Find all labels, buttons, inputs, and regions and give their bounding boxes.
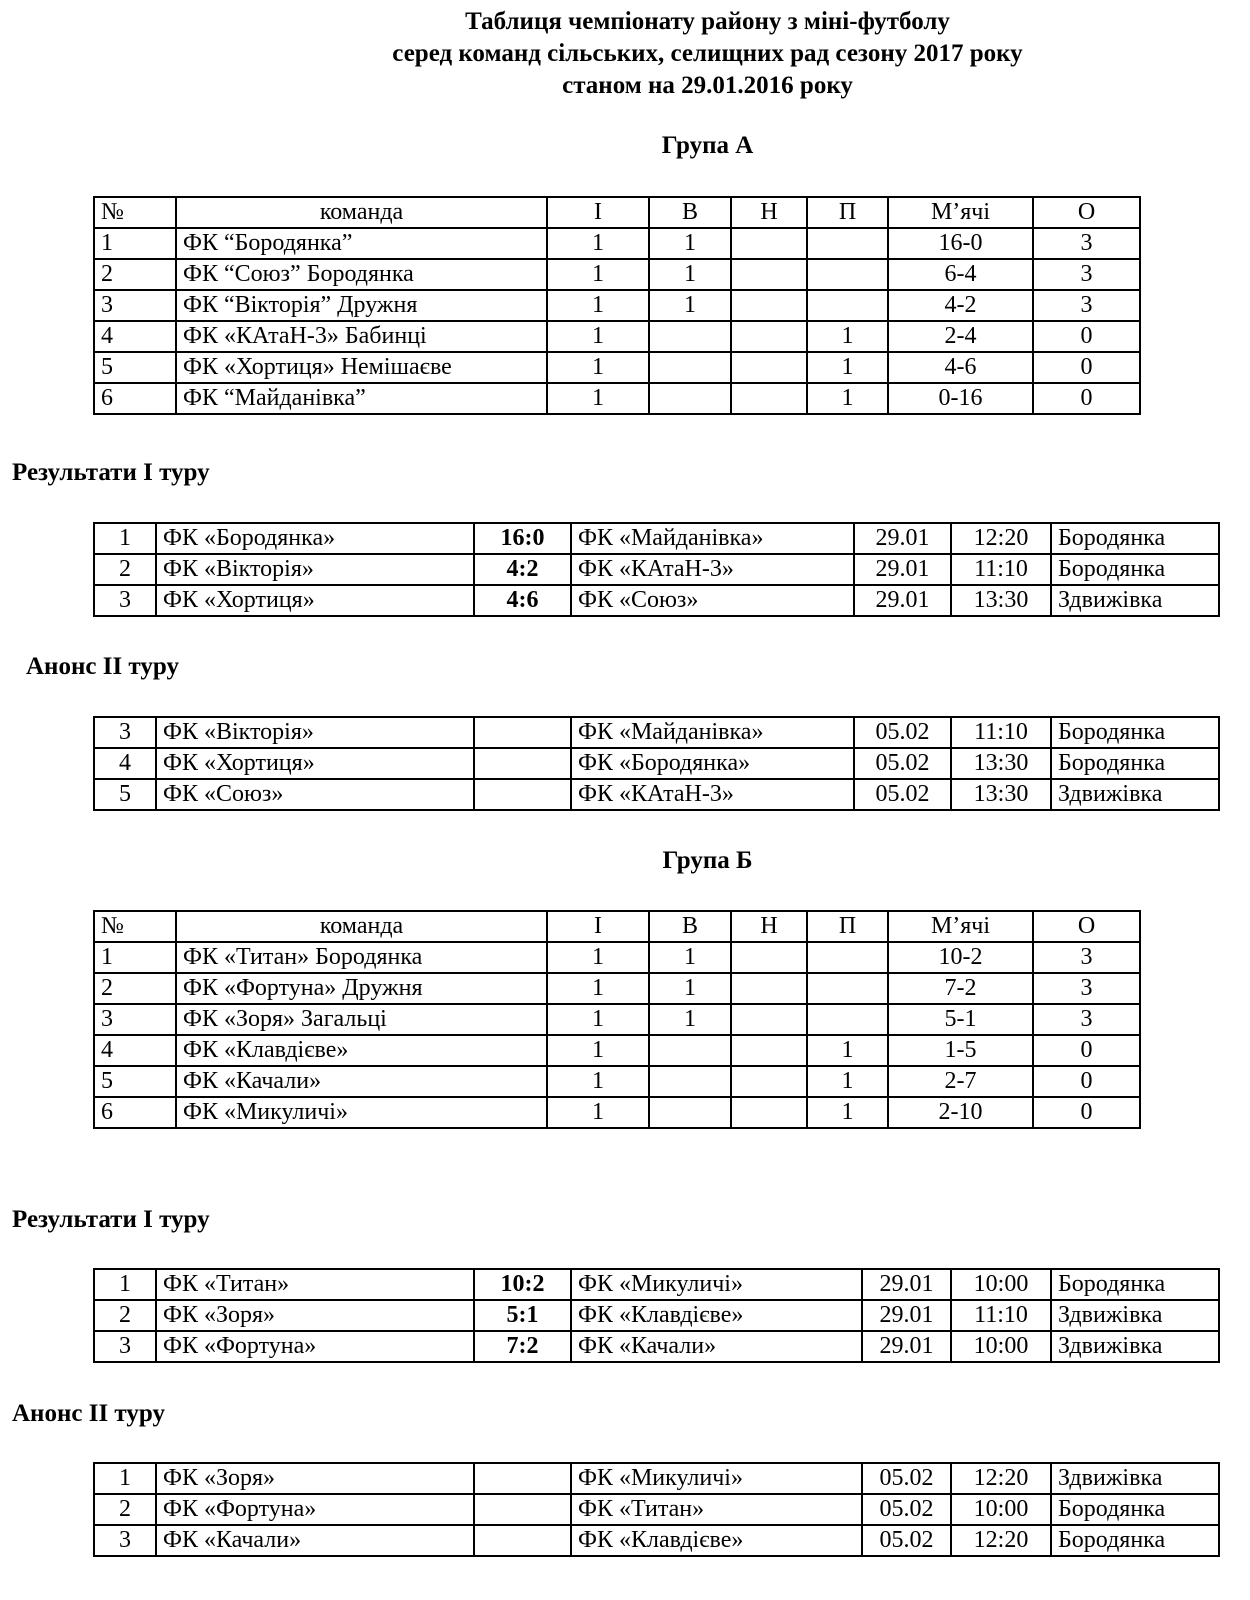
table-cell: Бородянка (1051, 554, 1219, 585)
table-cell: 1 (649, 290, 731, 321)
table-cell: 0 (1033, 321, 1140, 352)
table-cell: ФК «КАтаН-3» Бабинці (176, 321, 547, 352)
table-cell (731, 1004, 807, 1035)
table-cell: 2 (94, 1494, 156, 1525)
table-cell: Здвижівка (1051, 1300, 1219, 1331)
title-line-2: серед команд сільських, селищних рад сезону 2017 року (392, 40, 1023, 67)
table-cell: ФК «Клавдієве» (571, 1525, 862, 1556)
title-line-1: Таблиця чемпіонату району з міні-футболу (465, 8, 950, 35)
match-row (94, 779, 1219, 810)
table-cell: 12:20 (951, 523, 1051, 554)
table-cell: 3 (94, 1004, 176, 1035)
table-cell (731, 228, 807, 259)
table-cell: ФК «КАтаН-3» (571, 554, 854, 585)
table-cell: 3 (94, 717, 156, 748)
table-cell: 1 (649, 259, 731, 290)
table-cell: 1 (547, 321, 649, 352)
table-cell: 3 (1033, 942, 1140, 973)
table-cell: ФК «Бородянка» (571, 748, 854, 779)
table-row (94, 383, 1140, 414)
table-cell (731, 1035, 807, 1066)
table-cell (649, 352, 731, 383)
table-cell: 1 (547, 1035, 649, 1066)
table-cell: 1 (94, 942, 176, 973)
match-row (94, 585, 1219, 616)
table-cell: 2 (94, 554, 156, 585)
table-cell: 7-2 (888, 973, 1033, 1004)
score-cell: 4:2 (474, 554, 571, 585)
group-a-announce-title: Анонс ІІ туру (26, 653, 179, 680)
group-b-results-table (93, 1268, 1220, 1363)
table-cell: 11:10 (951, 717, 1051, 748)
score-cell: 16:0 (474, 523, 571, 554)
table-cell: 05.02 (854, 779, 951, 810)
table-cell: ФК «Союз» (571, 585, 854, 616)
table-cell (731, 1066, 807, 1097)
table-cell: 1 (807, 321, 888, 352)
table-header-row (94, 197, 1140, 228)
table-cell: Бородянка (1051, 1494, 1219, 1525)
title-line-3: станом на 29.01.2016 року (562, 72, 853, 99)
table-cell (649, 1066, 731, 1097)
table-cell: 29.01 (862, 1300, 951, 1331)
table-cell: 4 (94, 1035, 176, 1066)
table-cell: ФК «Зоря» (156, 1463, 474, 1494)
table-row (94, 1097, 1140, 1128)
table-cell: 1 (547, 383, 649, 414)
table-cell: Бородянка (1051, 523, 1219, 554)
header-cell: Н (731, 197, 807, 228)
header-cell: І (547, 197, 649, 228)
header-cell: № (94, 911, 176, 942)
match-row (94, 1525, 1219, 1556)
table-cell: 2-7 (888, 1066, 1033, 1097)
table-cell: 1 (547, 1097, 649, 1128)
table-cell: 2-10 (888, 1097, 1033, 1128)
match-row (94, 748, 1219, 779)
table-cell: Здвижівка (1051, 1331, 1219, 1362)
table-cell: Бородянка (1051, 1269, 1219, 1300)
table-cell: 1 (547, 942, 649, 973)
match-row (94, 1494, 1219, 1525)
table-cell: 13:30 (951, 779, 1051, 810)
table-cell (649, 383, 731, 414)
score-cell: 5:1 (474, 1300, 571, 1331)
table-cell (807, 1004, 888, 1035)
table-cell: Бородянка (1051, 748, 1219, 779)
match-row (94, 717, 1219, 748)
score-cell: 10:2 (474, 1269, 571, 1300)
header-cell: І (547, 911, 649, 942)
table-cell: ФК «Клавдієве» (571, 1300, 862, 1331)
table-cell: 4 (94, 321, 176, 352)
table-row (94, 1035, 1140, 1066)
header-cell: П (807, 197, 888, 228)
header-cell: команда (176, 911, 547, 942)
table-row (94, 321, 1140, 352)
table-cell (807, 228, 888, 259)
match-row (94, 1331, 1219, 1362)
table-cell (649, 321, 731, 352)
table-cell: 1 (94, 1463, 156, 1494)
group-a-announce-table (93, 716, 1220, 811)
score-cell (474, 1463, 571, 1494)
table-cell: 5 (94, 1066, 176, 1097)
table-cell: 29.01 (854, 585, 951, 616)
table-cell: ФК «Вікторія» (156, 554, 474, 585)
match-row (94, 1463, 1219, 1494)
table-cell: ФК «Вікторія» (156, 717, 474, 748)
table-cell: 1 (649, 228, 731, 259)
table-cell: ФК “Вікторія” Дружня (176, 290, 547, 321)
table-cell: 3 (1033, 973, 1140, 1004)
group-b-results-title: Результати І туру (12, 1206, 210, 1233)
table-cell: ФК «Титан» (156, 1269, 474, 1300)
table-cell: 1 (807, 352, 888, 383)
table-cell: ФК «Майданівка» (571, 523, 854, 554)
group-a-standings-table (93, 196, 1141, 415)
table-cell: 1 (547, 259, 649, 290)
table-cell: 2 (94, 973, 176, 1004)
table-cell (731, 383, 807, 414)
table-cell: 29.01 (862, 1269, 951, 1300)
table-cell: 29.01 (854, 523, 951, 554)
table-cell: Здвижівка (1051, 585, 1219, 616)
table-cell: ФК «Зоря» (156, 1300, 474, 1331)
group-b-title: Група Б (662, 847, 753, 874)
table-cell (731, 321, 807, 352)
header-cell: О (1033, 197, 1140, 228)
table-cell: ФК «Титан» (571, 1494, 862, 1525)
table-cell: 13:30 (951, 585, 1051, 616)
table-row (94, 942, 1140, 973)
table-cell: ФК «Титан» Бородянка (176, 942, 547, 973)
table-cell: Здвижівка (1051, 779, 1219, 810)
table-cell (731, 942, 807, 973)
table-cell: ФК «Майданівка» (571, 717, 854, 748)
table-cell (807, 259, 888, 290)
table-cell: 29.01 (854, 554, 951, 585)
table-cell: ФК «Микуличі» (176, 1097, 547, 1128)
score-cell: 7:2 (474, 1331, 571, 1362)
table-cell: 4-6 (888, 352, 1033, 383)
header-cell: М’ячі (888, 197, 1033, 228)
table-cell: 3 (94, 585, 156, 616)
match-row (94, 554, 1219, 585)
table-cell: Бородянка (1051, 717, 1219, 748)
table-cell: 1 (547, 228, 649, 259)
table-cell: 10:00 (951, 1331, 1051, 1362)
score-cell (474, 779, 571, 810)
table-cell: 1 (807, 383, 888, 414)
table-cell (807, 942, 888, 973)
table-cell: ФК «Фортуна» Дружня (176, 973, 547, 1004)
table-cell: 0 (1033, 1066, 1140, 1097)
table-cell: 11:10 (951, 554, 1051, 585)
table-cell: 1 (94, 1269, 156, 1300)
table-cell: 1 (547, 1004, 649, 1035)
table-cell: 1 (649, 942, 731, 973)
table-cell: ФК «Хортиця» (156, 748, 474, 779)
table-cell: 3 (1033, 290, 1140, 321)
table-cell: ФК «Фортуна» (156, 1494, 474, 1525)
table-row (94, 1004, 1140, 1035)
table-cell: 05.02 (854, 748, 951, 779)
score-cell (474, 1525, 571, 1556)
table-cell: 4 (94, 748, 156, 779)
table-cell: ФК «Фортуна» (156, 1331, 474, 1362)
table-cell: 1 (94, 523, 156, 554)
table-cell: ФК “Майданівка” (176, 383, 547, 414)
table-cell: 05.02 (854, 717, 951, 748)
table-cell: 0 (1033, 1035, 1140, 1066)
header-cell: В (649, 911, 731, 942)
header-cell: В (649, 197, 731, 228)
table-cell: ФК «Хортиця» (156, 585, 474, 616)
table-cell: 3 (94, 290, 176, 321)
header-cell: О (1033, 911, 1140, 942)
group-a-results-title: Результати І туру (12, 459, 210, 486)
table-cell: 3 (1033, 228, 1140, 259)
header-cell: команда (176, 197, 547, 228)
table-cell: ФК «Клавдієве» (176, 1035, 547, 1066)
table-cell: 0-16 (888, 383, 1033, 414)
document-title (0, 6, 1250, 102)
table-cell: ФК «Бородянка» (156, 523, 474, 554)
table-cell: ФК “Союз” Бородянка (176, 259, 547, 290)
table-cell: 05.02 (862, 1525, 951, 1556)
table-cell: 5 (94, 352, 176, 383)
table-cell: 6-4 (888, 259, 1033, 290)
table-cell: 13:30 (951, 748, 1051, 779)
table-cell: 5 (94, 779, 156, 810)
score-cell (474, 1494, 571, 1525)
table-cell: ФК «Качали» (176, 1066, 547, 1097)
table-cell: 10:00 (951, 1269, 1051, 1300)
table-cell: 10:00 (951, 1494, 1051, 1525)
table-cell: 6 (94, 383, 176, 414)
table-row (94, 352, 1140, 383)
table-cell (807, 973, 888, 1004)
table-cell: ФК «Хортиця» Немішаєве (176, 352, 547, 383)
score-cell: 4:6 (474, 585, 571, 616)
table-cell: 3 (1033, 259, 1140, 290)
table-cell: 1 (649, 973, 731, 1004)
table-cell: 2-4 (888, 321, 1033, 352)
table-cell: ФК «КАтаН-3» (571, 779, 854, 810)
table-cell: Здвижівка (1051, 1463, 1219, 1494)
table-cell: ФК «Зоря» Загальці (176, 1004, 547, 1035)
header-cell: М’ячі (888, 911, 1033, 942)
table-cell: 1-5 (888, 1035, 1033, 1066)
table-cell: 29.01 (862, 1331, 951, 1362)
table-cell: ФК «Качали» (156, 1525, 474, 1556)
group-a-results-table (93, 522, 1220, 617)
table-cell: 3 (94, 1331, 156, 1362)
table-cell: 1 (807, 1066, 888, 1097)
table-cell: 1 (94, 228, 176, 259)
table-cell: 0 (1033, 383, 1140, 414)
table-row (94, 228, 1140, 259)
header-cell: Н (731, 911, 807, 942)
header-cell: П (807, 911, 888, 942)
table-cell: 0 (1033, 1097, 1140, 1128)
group-a-title: Група А (661, 132, 754, 159)
table-cell: 05.02 (862, 1463, 951, 1494)
table-cell (649, 1097, 731, 1128)
table-cell: 1 (649, 1004, 731, 1035)
table-cell (649, 1035, 731, 1066)
table-cell: 2 (94, 259, 176, 290)
score-cell (474, 717, 571, 748)
table-cell (731, 259, 807, 290)
table-cell: ФК «Микуличі» (571, 1269, 862, 1300)
table-row (94, 290, 1140, 321)
table-cell: ФК «Союз» (156, 779, 474, 810)
score-cell (474, 748, 571, 779)
table-header-row (94, 911, 1140, 942)
table-cell: 10-2 (888, 942, 1033, 973)
match-row (94, 523, 1219, 554)
table-cell (731, 1097, 807, 1128)
table-cell: ФК «Качали» (571, 1331, 862, 1362)
table-row (94, 259, 1140, 290)
table-cell (807, 290, 888, 321)
table-cell: 5-1 (888, 1004, 1033, 1035)
table-cell: Бородянка (1051, 1525, 1219, 1556)
table-cell: 3 (94, 1525, 156, 1556)
header-cell: № (94, 197, 176, 228)
table-cell: 11:10 (951, 1300, 1051, 1331)
table-cell (731, 290, 807, 321)
table-cell: 05.02 (862, 1494, 951, 1525)
table-cell: 1 (807, 1035, 888, 1066)
table-cell: 1 (547, 352, 649, 383)
table-cell: 1 (807, 1097, 888, 1128)
table-cell: 1 (547, 973, 649, 1004)
group-b-announce-title: Анонс ІІ туру (12, 1400, 165, 1427)
table-cell: 0 (1033, 352, 1140, 383)
match-row (94, 1300, 1219, 1331)
table-cell: 4-2 (888, 290, 1033, 321)
table-cell: 12:20 (951, 1525, 1051, 1556)
table-cell: 1 (547, 290, 649, 321)
table-cell: 6 (94, 1097, 176, 1128)
table-cell (731, 352, 807, 383)
group-b-announce-table (93, 1462, 1220, 1557)
table-row (94, 973, 1140, 1004)
table-cell: 2 (94, 1300, 156, 1331)
table-cell (731, 973, 807, 1004)
table-cell: 16-0 (888, 228, 1033, 259)
group-b-standings-table (93, 910, 1141, 1129)
table-cell: 3 (1033, 1004, 1140, 1035)
table-row (94, 1066, 1140, 1097)
table-cell: 1 (547, 1066, 649, 1097)
table-cell: 12:20 (951, 1463, 1051, 1494)
table-cell: ФК “Бородянка” (176, 228, 547, 259)
table-cell: ФК «Микуличі» (571, 1463, 862, 1494)
match-row (94, 1269, 1219, 1300)
